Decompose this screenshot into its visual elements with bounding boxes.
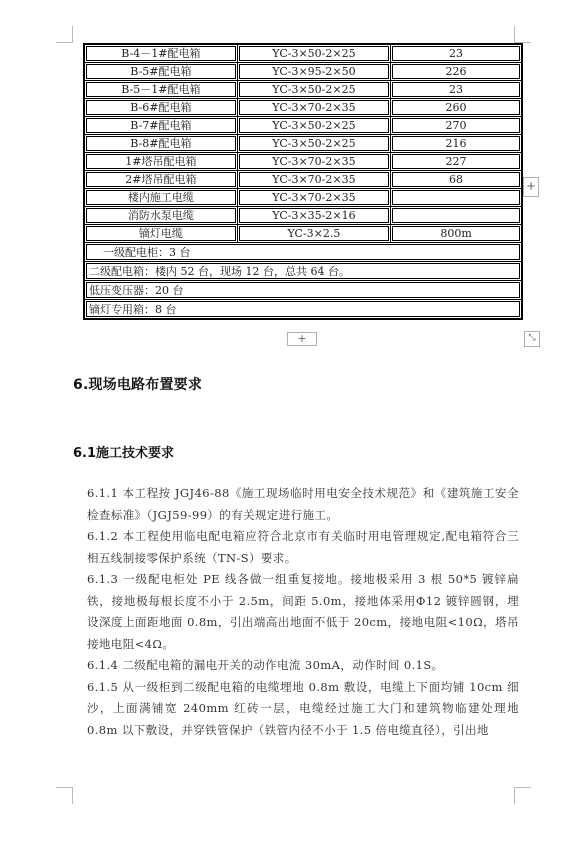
distribution-box-table [83,43,523,320]
paragraph: 6.1.5 从一级柜到二级配电箱的电缆埋地 0.8m 敷设，电缆上下面均铺 10cm 细沙，上面满铺宽 240mm 红砖一层，电缆经过施工大门和建筑物临建处理地 0.8m 以下敷设，并穿铁管保护（铁管内径不小于 1.5 倍电缆直径），引出地 [87,679,519,737]
table-row [84,225,522,243]
crop-mark-top-right [514,26,531,43]
cell-length[interactable] [391,207,522,225]
summary-cell[interactable]: 低压变压器：20 台 [84,281,522,300]
cell-box-name[interactable]: 消防水泵电缆 [84,207,237,225]
table-row [84,117,522,135]
summary-cell[interactable]: 镝灯专用箱：8 台 [84,300,522,320]
summary-cell[interactable]: 二级配电箱：楼内 52 台，现场 12 台，总共 64 台。 [84,262,522,281]
cell-length[interactable]: 216 [391,135,522,153]
summary-row [84,300,522,320]
cell-cable-spec[interactable]: YC-3×2.5 [237,225,390,243]
crop-mark-top-left [56,26,73,43]
table-row [84,81,522,99]
cell-length[interactable]: 270 [391,117,522,135]
summary-row [84,262,522,281]
cell-cable-spec[interactable]: YC-3×70-2×35 [237,189,390,207]
cell-cable-spec[interactable]: YC-3×50-2×25 [237,135,390,153]
cell-box-name[interactable]: B-5－1#配电箱 [84,81,237,99]
cell-box-name[interactable]: 楼内施工电缆 [84,189,237,207]
summary-cell[interactable]: 一级配电柜：3 台 [84,243,522,262]
cell-length[interactable]: 227 [391,153,522,171]
cell-box-name[interactable]: 镝灯电缆 [84,225,237,243]
table-row [84,153,522,171]
cell-cable-spec[interactable]: YC-3×70-2×35 [237,153,390,171]
cell-cable-spec[interactable]: YC-3×50-2×25 [237,44,390,63]
body-text [87,483,519,741]
add-row-button[interactable]: + [287,332,317,346]
summary-row [84,281,522,300]
table-row [84,135,522,153]
paragraph: 6.1.2 本工程使用临电配电箱应符合北京市有关临时用电管理规定,配电箱符合三相五线制接零保护系统（TN-S）要求。 [87,529,519,565]
cell-box-name[interactable]: B-7#配电箱 [84,117,237,135]
table-row [84,171,522,189]
cell-cable-spec[interactable]: YC-3×50-2×25 [237,117,390,135]
section-heading: 6.现场电路布置要求 [73,377,203,393]
cell-cable-spec[interactable]: YC-3×95-2×50 [237,63,390,81]
subsection-heading: 6.1施工技术要求 [73,446,175,461]
paragraph: 6.1.4 二级配电箱的漏电开关的动作电流 30mA，动作时间 0.1S。 [87,658,444,672]
cell-length[interactable]: 68 [391,171,522,189]
crop-mark-bottom-right [514,787,531,804]
cell-box-name[interactable]: B-6#配电箱 [84,99,237,117]
paragraph: 6.1.3 一级配电柜处 PE 线各做一组重复接地。接地极采用 3 根 50*5 镀锌扁铁，接地极每根长度不小于 2.5m，间距 5.0m，接地体采用Φ12 镀锌圆钢，埋设深度上面距地面 0.8m，引出端高出地面不低于 20cm，接地电阻<10Ω，塔吊接地电阻<4Ω。 [87,572,519,651]
add-column-button[interactable]: + [523,177,539,197]
table-row [84,189,522,207]
cell-cable-spec[interactable]: YC-3×70-2×35 [237,171,390,189]
table-row [84,207,522,225]
cell-box-name[interactable]: 2#塔吊配电箱 [84,171,237,189]
cell-length[interactable]: 800m [391,225,522,243]
table-row [84,44,522,63]
cell-length[interactable] [391,189,522,207]
table-resize-handle[interactable]: ⤡ [524,331,540,347]
cell-cable-spec[interactable]: YC-3×70-2×35 [237,99,390,117]
paragraph: 6.1.1 本工程按 JGJ46-88《施工现场临时用电安全技术规范》和《建筑施工安全检查标准》（JGJ59-99）的有关规定进行施工。 [87,486,519,522]
crop-mark-bottom-left [56,787,73,804]
cell-cable-spec[interactable]: YC-3×50-2×25 [237,81,390,99]
summary-row [84,243,522,262]
cell-length[interactable]: 226 [391,63,522,81]
table-row [84,63,522,81]
table-row [84,99,522,117]
cell-cable-spec[interactable]: YC-3×35-2×16 [237,207,390,225]
cell-length[interactable]: 260 [391,99,522,117]
cell-box-name[interactable]: 1#塔吊配电箱 [84,153,237,171]
cell-box-name[interactable]: B-4－1#配电箱 [84,44,237,63]
cell-length[interactable]: 23 [391,81,522,99]
cell-length[interactable]: 23 [391,44,522,63]
cell-box-name[interactable]: B-8#配电箱 [84,135,237,153]
table-body [84,44,522,319]
cell-box-name[interactable]: B-5#配电箱 [84,63,237,81]
